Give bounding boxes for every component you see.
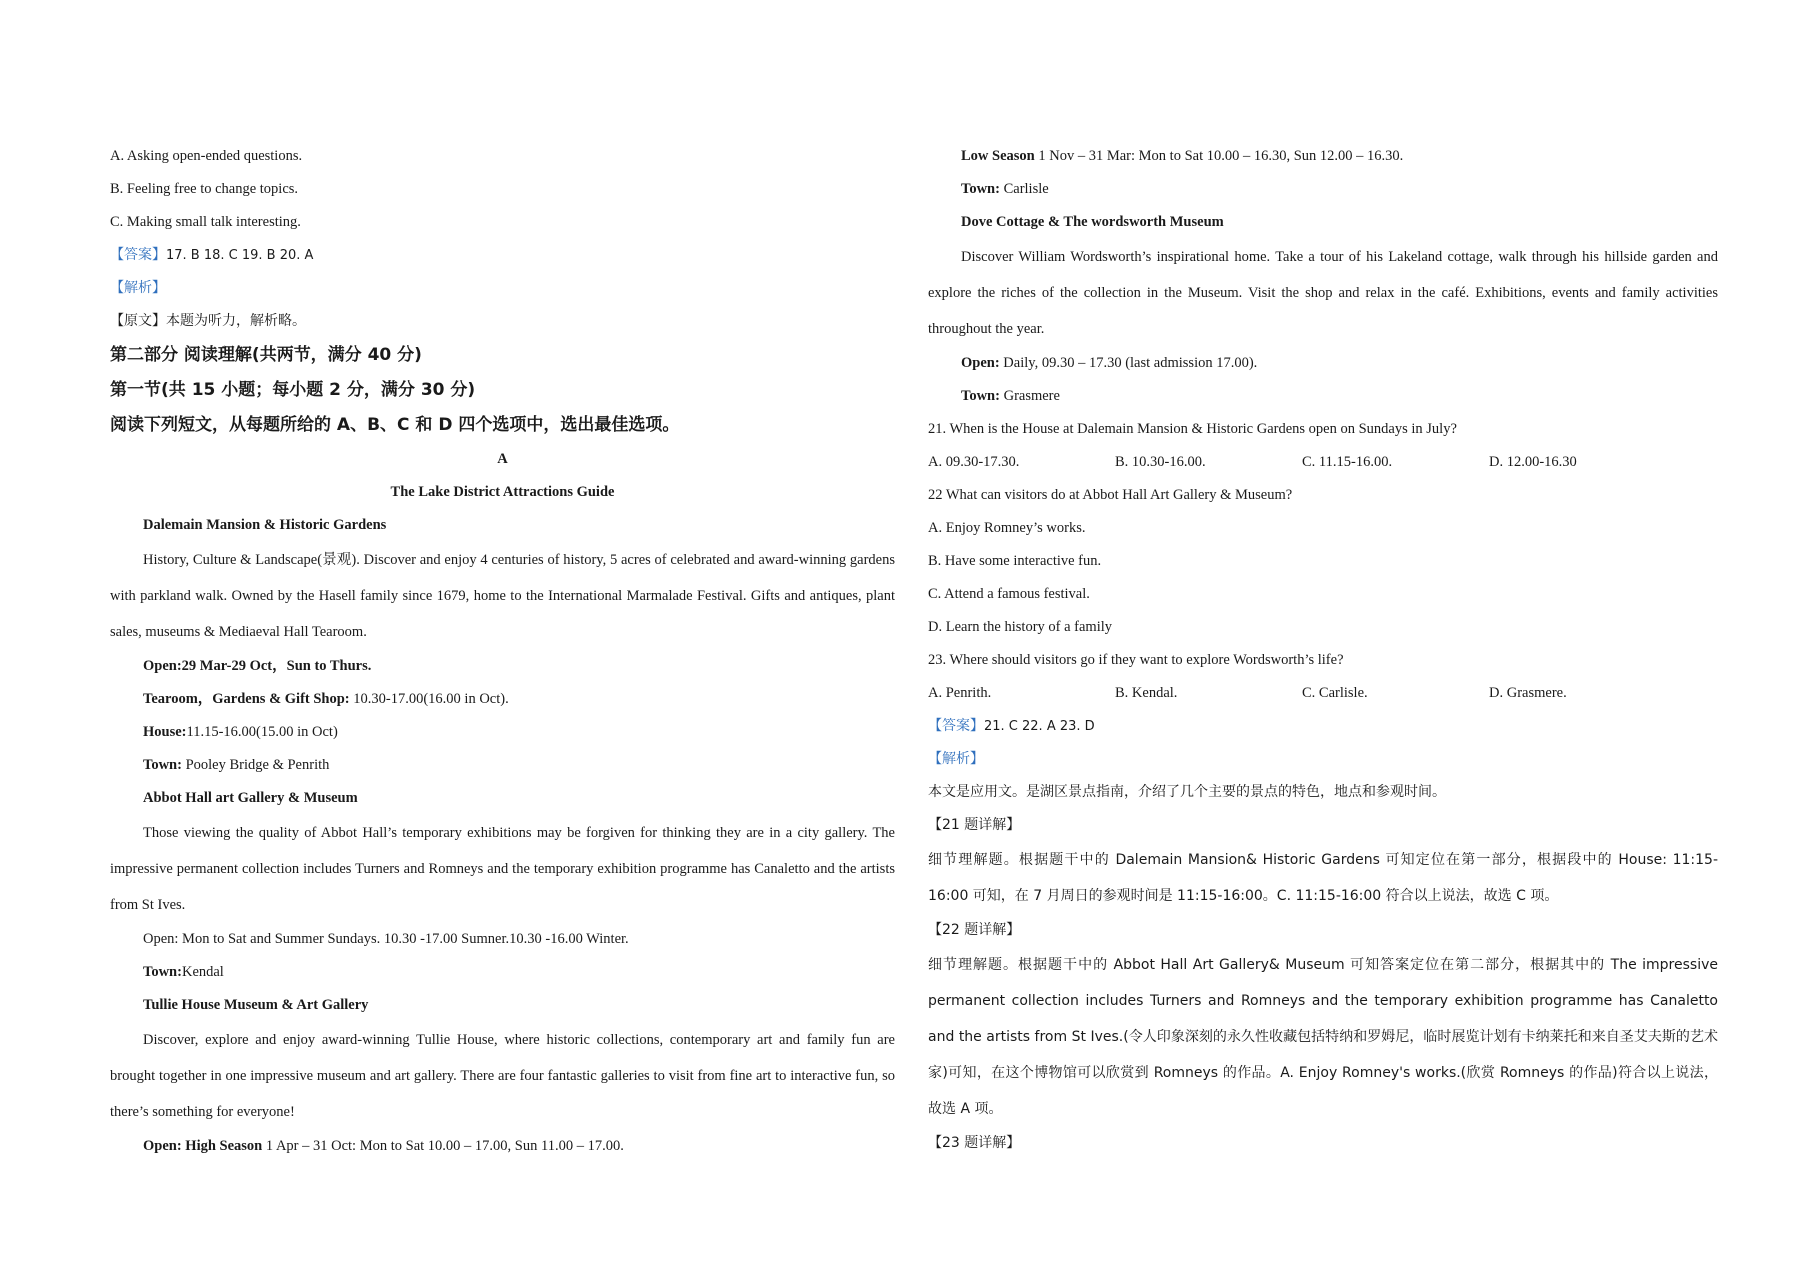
- q21-options: [928, 446, 1718, 479]
- instruction-heading: 阅读下列短文，从每题所给的 A、B、C 和 D 四个选项中，选出最佳选项。: [110, 415, 680, 435]
- dalemain-tearoom: [110, 683, 895, 716]
- dalemain-open: [110, 650, 895, 683]
- q22-option-b: B. Have some interactive fun.: [928, 553, 1102, 569]
- tullie-desc: Discover, explore and enjoy award-winning Tullie House, where historic collections, contemporary art and family fun are brought together in one impressive museum and art gallery. There are four fantastic galleries to visit from fine art to interactive fun, so there’s something for everyone!: [110, 1032, 895, 1120]
- q21-explain-head: 【21 题详解】: [928, 817, 1021, 833]
- option-b: B. Feeling free to change topics.: [110, 181, 299, 197]
- part2-heading: 第二部分 阅读理解(共两节，满分 40 分): [110, 345, 422, 365]
- abbot-title: Abbot Hall art Gallery & Museum: [143, 790, 358, 806]
- q23-option-d: D. Grasmere.: [1489, 685, 1567, 701]
- option-c: C. Making small talk interesting.: [110, 214, 301, 230]
- dove-open-label: Open:: [961, 355, 1000, 371]
- abbot-town-label: Town:: [143, 964, 182, 980]
- q21-option-c: C. 11.15-16.00.: [1302, 454, 1393, 470]
- q21-explain: 细节理解题。根据题干中的 Dalemain Mansion& Historic Gardens 可知定位在第一部分，根据段中的 House: 11:15-16:00 可知，在 7 月周日的参观时间是 11:15-16:00。C. 11:15-16:00 符合以上说法，故选 C 项。: [928, 852, 1718, 904]
- section1-heading: 第一节(共 15 小题；每小题 2 分，满分 30 分): [110, 380, 476, 400]
- dove-town-label: Town:: [961, 388, 1000, 404]
- dalemain-town-label: Town:: [143, 757, 182, 773]
- analysis-tag: 【解析】: [110, 280, 166, 296]
- passage-letter: A: [497, 451, 508, 467]
- q22-stem: 22 What can visitors do at Abbot Hall Art Gallery & Museum?: [928, 487, 1293, 503]
- yuanwen-note: 【原文】本题为听力，解析略。: [110, 313, 306, 329]
- answer-line: [110, 239, 895, 272]
- q22-explain: 细节理解题。根据题干中的 Abbot Hall Art Gallery& Museum 可知答案定位在第二部分，根据其中的 The impressive permanent collection includes Turners and Romneys and the temporary exhibition programme has Canaletto and the artists from St Ives.(令人印象深刻的永久性收藏包括特纳和罗姆尼，临时展览计划有卡纳莱托和来自圣艾夫斯的艺术家)可知，在这个博物馆可以欣赏到 Romneys 的作品。A. Enjoy Romney's works.(欣赏 Romneys 的作品)符合以上说法，故选 A 项。: [928, 957, 1718, 1117]
- answer-tag: 【答案】: [110, 247, 166, 263]
- q22-option-d: D. Learn the history of a family: [928, 619, 1113, 635]
- left-column: [110, 140, 895, 1163]
- q23-options: [928, 677, 1718, 710]
- low-season-label: Low Season: [961, 148, 1035, 164]
- q23-option-b: B. Kendal.: [1115, 685, 1178, 701]
- q22-option-c: C. Attend a famous festival.: [928, 586, 1090, 602]
- tullie-open-label: Open: High Season: [143, 1138, 263, 1154]
- analysis-tag-right: 【解析】: [928, 751, 984, 767]
- dove-town: [928, 380, 1718, 413]
- right-column: [928, 140, 1718, 1160]
- q23-explain-head: 【23 题详解】: [928, 1135, 1021, 1151]
- dove-desc: Discover William Wordsworth’s inspirational home. Take a tour of his Lakeland cottage, walk through his hillside garden and explore the riches of the collection in the Museum. Visit the shop and relax in the café. Exhibitions, events and family activities throughout the year.: [928, 249, 1718, 337]
- answer-tag-right: 【答案】: [928, 718, 984, 734]
- dalemain-title: Dalemain Mansion & Historic Gardens: [143, 517, 387, 533]
- answer-values: 17. B 18. C 19. B 20. A: [166, 248, 314, 263]
- dalemain-town: [110, 749, 895, 782]
- option-a: A. Asking open-ended questions.: [110, 148, 303, 164]
- answer-values-right: 21. C 22. A 23. D: [984, 719, 1095, 734]
- q23-stem: 23. Where should visitors go if they want to explore Wordsworth’s life?: [928, 652, 1344, 668]
- abbot-town-value: Kendal: [181, 964, 224, 980]
- dalemain-tearoom-label: Tearoom，Gardens & Gift Shop:: [143, 691, 350, 707]
- abbot-town: [110, 956, 895, 989]
- passage-title: The Lake District Attractions Guide: [390, 484, 615, 500]
- tullie-open-value: 1 Apr – 31 Oct: Mon to Sat 10.00 – 17.00, Sun 11.00 – 17.00.: [262, 1138, 624, 1154]
- low-season-value: 1 Nov – 31 Mar: Mon to Sat 10.00 – 16.30, Sun 12.00 – 16.30.: [1034, 148, 1404, 164]
- tullie-town-label: Town:: [961, 181, 1000, 197]
- q22-explain-head: 【22 题详解】: [928, 922, 1021, 938]
- q21-stem: 21. When is the House at Dalemain Mansion & Historic Gardens open on Sundays in July?: [928, 421, 1457, 437]
- tullie-title: Tullie House Museum & Art Gallery: [143, 997, 369, 1013]
- dove-title: Dove Cottage & The wordsworth Museum: [961, 214, 1224, 230]
- dalemain-house: [110, 716, 895, 749]
- tullie-open-low: [928, 140, 1718, 173]
- dalemain-house-value: 11.15-16.00(15.00 in Oct): [186, 724, 338, 740]
- dalemain-open-value: 29 Mar-29 Oct，Sun to Thurs.: [181, 658, 372, 674]
- abbot-open: Open: Mon to Sat and Summer Sundays. 10.30 -17.00 Sumner.10.30 -16.00 Winter.: [143, 931, 629, 947]
- dalemain-tearoom-value: 10.30-17.00(16.00 in Oct).: [349, 691, 509, 707]
- dove-town-value: Grasmere: [999, 388, 1060, 404]
- dalemain-desc: History, Culture & Landscape(景观). Discover and enjoy 4 centuries of history, 5 acres of celebrated and award-winning gardens with parkland walk. Owned by the Hasell family since 1679, home to the International Marmalade Festival. Gifts and antiques, plant sales, museums & Mediaeval Hall Tearoom.: [110, 552, 895, 640]
- dove-open: [928, 347, 1718, 380]
- q21-option-a: A. 09.30-17.30.: [928, 454, 1020, 470]
- dalemain-town-value: Pooley Bridge & Penrith: [181, 757, 330, 773]
- q21-option-b: B. 10.30-16.00.: [1115, 454, 1206, 470]
- q23-option-a: A. Penrith.: [928, 685, 992, 701]
- abbot-desc: Those viewing the quality of Abbot Hall’s temporary exhibitions may be forgiven for thinking they are in a city gallery. The impressive permanent collection includes Turners and Romneys and the temporary exhibition programme has Canaletto and the artists from St Ives.: [110, 825, 895, 913]
- tullie-town-value: Carlisle: [999, 181, 1049, 197]
- dalemain-open-label: Open:: [143, 658, 182, 674]
- tullie-open-high: [110, 1130, 895, 1163]
- dalemain-house-label: House:: [143, 724, 187, 740]
- tullie-town: [928, 173, 1718, 206]
- q21-option-d: D. 12.00-16.30: [1489, 454, 1577, 470]
- answer-line-right: [928, 710, 1718, 743]
- dove-open-value: Daily, 09.30 – 17.30 (last admission 17.00).: [999, 355, 1258, 371]
- passage-summary: 本文是应用文。是湖区景点指南，介绍了几个主要的景点的特色，地点和参观时间。: [928, 784, 1446, 800]
- q23-option-c: C. Carlisle.: [1302, 685, 1368, 701]
- q22-option-a: A. Enjoy Romney’s works.: [928, 520, 1086, 536]
